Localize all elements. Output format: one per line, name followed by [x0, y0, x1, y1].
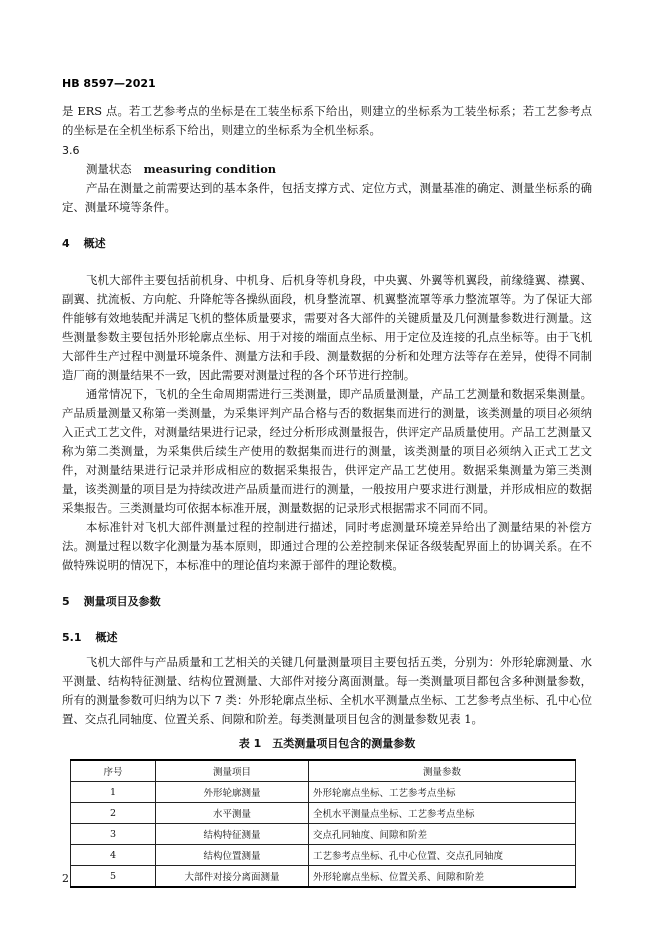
section-5-number: 5	[62, 595, 70, 608]
section-4-body	[62, 271, 592, 575]
table-row	[71, 845, 576, 866]
section-5-title: 测量项目及参数	[83, 595, 161, 608]
section-3-6-number: 3.6	[62, 144, 80, 157]
cell-item: 水平测量	[156, 803, 309, 824]
section-4-number: 4	[62, 237, 70, 250]
overview-paragraph-1: 飞机大部件主要包括前机身、中机身、后机身等机身段，中央翼、外翼等机翼段，前缘缝翼、襟翼、副翼、扰流板、方向舵、升降舵等各操纵面段，机身整流罩、机翼整流罩等承力整流罩等。为了保证大部件能够有效地装配并满足飞机的整体质量要求，需要对各大部件的关键质量及几何测量参数进行测量。这些测量参数主要包括外形轮廓点坐标、用于对接的端面点坐标、用于定位及连接的孔点坐标等。由于飞机大部件生产过程中测量环境条件、测量方法和手段、测量数据的分析和处理方法等存在差异，使得不同制造厂商的测量结果不一致，因此需要对测量过程的各个环节进行控制。	[62, 273, 592, 382]
cell-params: 交点孔同轴度、间隙和阶差	[309, 824, 576, 845]
section-5-heading	[62, 593, 592, 611]
section-5-1-heading	[62, 629, 592, 647]
cell-params: 外形轮廓点坐标、位置关系、间隙和阶差	[309, 866, 576, 888]
header-params: 测量参数	[309, 760, 576, 782]
term-en: measuring condition	[143, 162, 277, 176]
section-4-heading	[62, 235, 592, 253]
table-row	[71, 866, 576, 888]
cell-item: 大部件对接分离面测量	[156, 866, 309, 888]
table-header-row	[71, 760, 576, 782]
section-5-1-paragraph: 飞机大部件与产品质量和工艺相关的关键几何量测量项目主要包括五类，分别为：外形轮廓测量、水平测量、结构特征测量、结构位置测量、大部件对接分离面测量。每一类测量项目都包含多种测量参数，所有的测量参数可归纳为以下 7 类：外形轮廓点坐标、全机水平测量点坐标、工艺参考点坐标、孔中心位置、交点孔同轴度、位置关系、间隙和阶差。每类测量项目包含的测量参数见表 1。	[62, 655, 592, 726]
cell-index: 3	[71, 824, 156, 845]
table-row	[71, 803, 576, 824]
measurement-table	[70, 759, 576, 888]
document-code: HB 8597—2021	[62, 77, 156, 90]
table-row	[71, 824, 576, 845]
table-caption: 表 1 五类测量项目包含的测量参数	[238, 737, 416, 750]
cell-item: 结构位置测量	[156, 845, 309, 866]
page-body	[62, 102, 592, 888]
table-row	[71, 782, 576, 803]
cell-params: 全机水平测量点坐标、工艺参考点坐标	[309, 803, 576, 824]
term-cn: 测量状态	[86, 162, 132, 176]
header-index: 序号	[71, 760, 156, 782]
header-item: 测量项目	[156, 760, 309, 782]
section-4-title: 概述	[83, 237, 106, 250]
cell-index: 5	[71, 866, 156, 888]
cell-item: 结构特征测量	[156, 824, 309, 845]
page-number: 2	[62, 872, 69, 885]
term-definition: 产品在测量之前需要达到的基本条件，包括支撑方式、定位方式，测量基准的确定、测量坐标系的确定、测量环境等条件。	[62, 181, 592, 214]
overview-paragraph-3: 本标准针对飞机大部件测量过程的控制进行描述，同时考虑测量环境差异给出了测量结果的补偿方法。测量过程以数字化测量为基本原则，即通过合理的公差控制来保证各级装配界面上的协调关系。在不做特殊说明的情况下，本标准中的理论值均来源于部件的理论数模。	[62, 520, 592, 572]
cell-index: 1	[71, 782, 156, 803]
section-5-1-title: 概述	[95, 631, 118, 644]
overview-paragraph-2: 通常情况下，飞机的全生命周期需进行三类测量，即产品质量测量，产品工艺测量和数据采集测量。产品质量测量又称第一类测量，为采集评判产品合格与否的数据集而进行的测量，该类测量的项目必须纳入正式工艺文件，对测量结果进行记录，经过分析形成测量报告，供评定产品质量使用。产品工艺测量又称为第二类测量，为采集供后续生产使用的数据集而进行的测量，该类测量的项目必须纳入正式工艺文件，对测量结果进行记录并形成相应的数据采集报告，供评定产品工艺使用。数据采集测量为第三类测量，该类测量的项目是为持续改进产品质量而进行的测量，一般按用户要求进行测量，并形成相应的数据采集报告。三类测量均可依据本标准开展，测量数据的记录形式根据需求不同而不同。	[62, 387, 592, 515]
cell-params: 外形轮廓点坐标、工艺参考点坐标	[309, 782, 576, 803]
term-line	[86, 160, 592, 179]
cell-index: 4	[71, 845, 156, 866]
cell-index: 2	[71, 803, 156, 824]
cell-params: 工艺参考点坐标、孔中心位置、交点孔同轴度	[309, 845, 576, 866]
section-5-1-number: 5.1	[62, 631, 82, 644]
cell-item: 外形轮廓测量	[156, 782, 309, 803]
intro-paragraph: 是 ERS 点。若工艺参考点的坐标是在工装坐标系下给出，则建立的坐标系为工装坐标系；若工艺参考点的坐标是在全机坐标系下给出，则建立的坐标系为全机坐标系。	[62, 104, 592, 137]
